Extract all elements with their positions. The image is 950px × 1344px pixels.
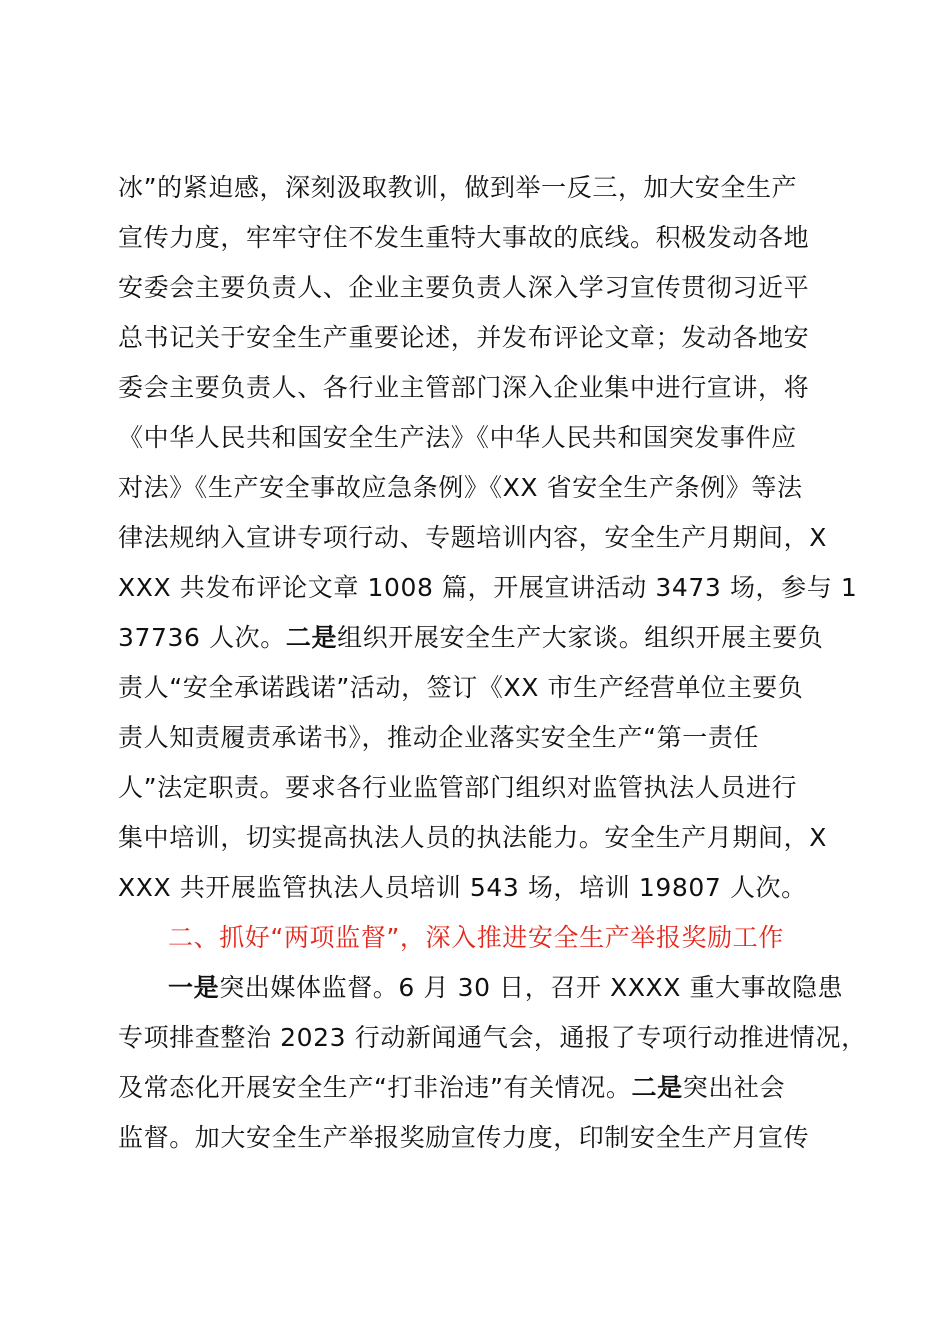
text-line: 监督。加大安全生产举报奖励宣传力度，印制安全生产月宣传 [118, 1123, 810, 1152]
text-line: 责人“安全承诺践诺”活动，签订《XX 市生产经营单位主要负 [118, 673, 804, 702]
text-line [118, 613, 824, 663]
line-text: 及常态化开展安全生产“打非治违”有关情况。 [118, 1073, 632, 1102]
bold-marker: 二是 [285, 623, 338, 652]
bold-marker: 二是 [631, 1073, 683, 1102]
text-line: 《中华人民共和国安全生产法》《中华人民共和国突发事件应 [118, 423, 797, 452]
line-text: 组织开展安全生产大家谈。组织开展主要负 [337, 623, 824, 652]
text-line: 律法规纳入宣讲专项行动、专题培训内容，安全生产月期间，X [118, 523, 827, 552]
text-line [168, 963, 843, 1013]
text-line: 宣传力度，牢牢守住不发生重特大事故的底线。积极发动各地 [118, 223, 810, 252]
text-line: 人”法定职责。要求各行业监管部门组织对监管执法人员进行 [118, 773, 798, 802]
line-text: 37736 人次。 [118, 623, 286, 652]
line-text: 突出媒体监督。6 月 30 日，召开 XXXX 重大事故隐患 [219, 973, 844, 1002]
text-line: 冰”的紧迫感，深刻汲取教训，做到举一反三，加大安全生产 [118, 173, 798, 202]
section-heading: 二、抓好“两项监督”，深入推进安全生产举报奖励工作 [168, 923, 784, 952]
text-line: 安委会主要负责人、企业主要负责人深入学习宣传贯彻习近平 [118, 273, 810, 302]
bold-marker: 一是 [168, 973, 220, 1002]
text-line: 总书记关于安全生产重要论述，并发布评论文章；发动各地安 [118, 323, 810, 352]
text-line: XXX 共发布评论文章 1008 篇，开展宣讲活动 3473 场，参与 1 [118, 573, 858, 602]
line-text: 突出社会 [682, 1073, 786, 1102]
text-line: 对法》《生产安全事故应急条例》《XX 省安全生产条例》等法 [118, 473, 803, 502]
text-line: 委会主要负责人、各行业主管部门深入企业集中进行宣讲，将 [118, 373, 810, 402]
text-line: XXX 共开展监管执法人员培训 543 场，培训 19807 人次。 [118, 873, 807, 902]
text-line: 专项排查整治 2023 行动新闻通气会，通报了专项行动推进情况， [118, 1023, 867, 1052]
text-line: 责人知责履责承诺书》，推动企业落实安全生产“第一责任 [118, 723, 760, 752]
text-line [118, 1063, 785, 1113]
text-line: 集中培训，切实提高执法人员的执法能力。安全生产月期间，X [118, 823, 827, 852]
